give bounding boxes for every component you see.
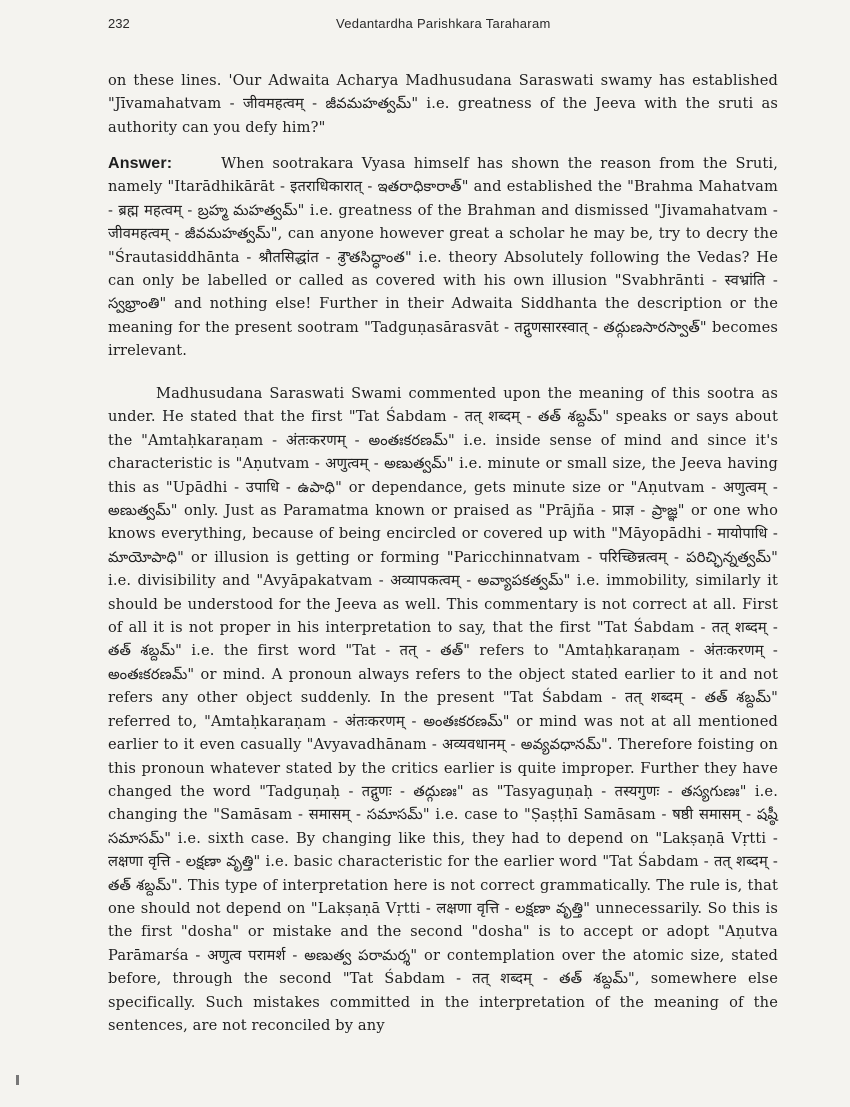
answer-text: When sootrakara Vyasa himself has shown the reason from the Sruti, namely "Itarādhikārāt - इतराधिकारात् - ఇతరాధికారాత్" and established the "Brahma Mahatvam - ब्रह्म महत्वम् - బ్రహ్మ మహత్వమ్" i.e. greatness of the Brahman and dismissed "Jivamahatvam - जीवमहत्वम् - జీవమహత్వమ్", can anyone however great a scholar he may be, try to decry the "Śrautasiddhānta - श्रौतसिद्धांत - శ్రౌతసిద్ధాంత" i.e. theory Absolutely following the Vedas? He can only be labelled or called as covered with his own illusion "Svabhrānti - स्वभ्रांति - స్వభ్రాంతి" and nothing else! Further in their Adwaita Siddhanta the description or the meaning for the present sootram "Tadguṇasārasvāt - तद्गुणसारस्वात् - తద్గుణసారస్వాత్" becomes irrelevant. [108,155,779,360]
scan-edge-mark [16,1075,19,1085]
paragraph-answer [108,152,778,363]
paragraph-commentary [108,382,778,1037]
paragraph-intro [108,69,778,139]
running-title: Vedantardha Parishkara Taraharam [336,16,551,31]
intro-text: on these lines. 'Our Adwaita Acharya Madhusudana Saraswati swamy has established "Jīvamahatvam - जीवमहत्वम् - జీవమహత్వమ్" i.e. greatness of the Jeeva with the sruti as authority can you defy him?" [108,72,778,136]
commentary-text: Madhusudana Saraswati Swami commented upon the meaning of this sootra as under. He stated that the first "Tat Śabdam - तत् शब्दम् - తత్ శబ్దమ్" speaks or says about the "Amtaḥkaraṇam - अंतःकरणम् - అంతఃకరణమ్" i.e. inside sense of mind and since it's characteristic is "Aṇutvam - अणुत्वम् - అణుత్వమ్" i.e. minute or small size, the Jeeva having this as "Upādhi - उपाधि - ఉపాధి" or dependance, gets minute size or "Aṇutvam - अणुत्वम् - అణుత్వమ్" only. Just as Paramatma known or praised as "Prājña - प्राज्ञ - ప్రాజ్ఞ" or one who knows everything, because of being encircled or covered up with "Māyopādhi - मायोपाधि - మాయోపాధి" or illusion is getting or forming "Paricchinnatvam - परिच्छिन्नत्वम् - పరిచ్ఛిన్నత్వమ్" i.e. divisibility and "Avyāpakatvam - अव्यापकत्वम् - అవ్యాపకత్వమ్" i.e. immobility, similarly it should be understood for the Jeeva as well. This commentary is not correct at all. First of all it is not proper in his interpretation to say, that the first "Tat Śabdam - तत् शब्दम् - తత్ శబ్దమ్" i.e. the first word "Tat - तत् - తత్" refers to "Amtaḥkaraṇam - अंतःकरणम् - అంతఃకరణమ్" or mind. A pronoun always refers to the object stated earlier to it and not refers any other object suddenly. In the present "Tat Śabdam - तत् शब्दम् - తత్ శబ్దమ్" referred to, "Amtaḥkaraṇam - अंतःकरणम् - అంతఃకరణమ్" or mind was not at all mentioned earlier to it even casually "Avyavadhānam - अव्यवधानम् - అవ్యవధానమ్". Therefore foisting on this pronoun whatever stated by the critics earlier is quite improper. Further they have changed the word "Tadguṇaḥ - तद्गुणः - తద్గుణః" as "Tasyaguṇaḥ - तस्यगुणः - తస్యగుణః" i.e. changing the "Samāsam - समासम् - సమాసమ్" i.e. case to "Ṣaṣṭhī Samāsam - षष्ठी समासम् - షష్ఠీ సమాసమ్" i.e. sixth case. By changing like this, they had to depend on "Lakṣaṇā Vṛtti - लक्षणा वृत्ति - లక్షణా వృత్తి" i.e. basic characteristic for the earlier word "Tat Śabdam - तत् शब्दम् - తత్ శబ్దమ్". This type of interpretation here is not correct grammatically. The rule is, that one should not depend on "Lakṣaṇā Vṛtti - लक्षणा वृत्ति - లక్షణా వృత్తి" unnecessarily. So this is the first "dosha" or mistake and the second "dosha" is to accept or adopt "Aṇutva Parāmarśa - अणुत्व परामर्श - అణుత్వ పరామర్శ" or contemplation over the atomic size, stated before, through the second "Tat Śabdam - तत् शब्दम् - తత్ శబ్దమ్", somewhere else specifically. Such mistakes committed in the interpretation of the meaning of the sentences, are not reconciled by any [108,385,778,1034]
running-header [108,16,780,38]
answer-label: Answer: [108,155,173,172]
page-number: 232 [108,16,130,31]
